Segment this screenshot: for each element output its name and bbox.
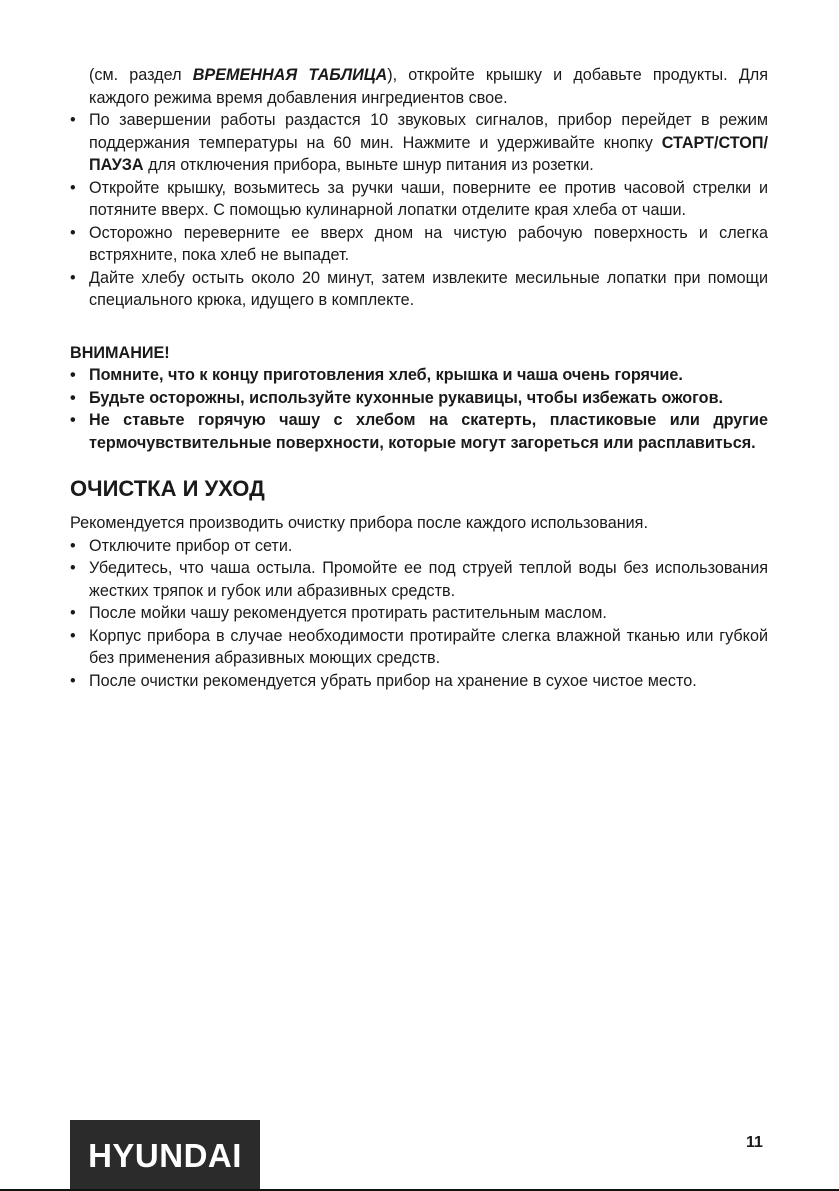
cleaning-intro: Рекомендуется производить очистку прибора после каждого использования. (70, 514, 648, 532)
bullet-icon: • (70, 559, 76, 577)
cleaning-item-2-text: Убедитесь, что чаша остыла. Промойте ее под струей теплой воды без использования жестких тряпок и губок или абразивных средств. (89, 559, 768, 600)
hyundai-logo: HYUNDAI (70, 1120, 260, 1191)
cleaning-item-5 (70, 670, 768, 693)
bullet-icon: • (70, 671, 76, 690)
bullet-icon: • (70, 223, 76, 242)
bullet-icon: • (70, 604, 76, 622)
cleaning-item-5-text: После очистки рекомендуется убрать прибор на хранение в сухое чистое место. (89, 671, 697, 690)
attention-item-2-text: Будьте осторожны, используйте кухонные рукавицы, чтобы избежать ожогов. (89, 388, 724, 407)
cleaning-item-3-text: После мойки чашу рекомендуется протирать растительным маслом. (89, 604, 607, 622)
step-item-2 (70, 177, 768, 222)
attention-title: ВНИМАНИЕ! (70, 343, 170, 362)
step-item-1-part1: По завершении работы раздастся 10 звуковых сигналов, прибор перейдет в режим поддержания температуры на 60 мин. Нажмите и удерживайте кнопку (89, 111, 768, 152)
cleaning-item-3 (70, 602, 768, 625)
step-item-2-text: Откройте крышку, возьмитесь за ручки чаши, поверните ее против часовой стрелки и потяните вверх. С помощью кулинарной лопатки отделите края хлеба от чаши. (89, 178, 768, 219)
bullet-icon: • (70, 268, 76, 287)
cleaning-heading: ОЧИСТКА И УХОД (70, 476, 265, 501)
attention-item-1-text: Помните, что к концу приготовления хлеб, крышка и чаша очень горячие. (89, 366, 683, 384)
attention-item-3-text: Не ставьте горячую чашу с хлебом на скатерть, пластиковые или другие термочувствительные поверхности, которые могут загореться или расплавиться. (89, 411, 768, 452)
cleaning-item-2 (70, 557, 768, 602)
attention-item-1 (70, 364, 768, 387)
step-item-3 (70, 222, 768, 267)
step-item-1 (70, 109, 768, 177)
intro-suffix: ), откройте крышку и добавьте продукты. Для каждого режима время добавления ингредиентов свое. (89, 66, 768, 107)
bullet-icon: • (70, 366, 76, 384)
bullet-icon: • (70, 388, 76, 407)
bullet-icon: • (70, 111, 76, 129)
intro-prefix: (см. раздел (89, 66, 193, 84)
step-item-4-text: Дайте хлебу остыть около 20 минут, затем извлеките месильные лопатки при помощи специального крюка, идущего в комплекте. (89, 268, 768, 309)
cleaning-item-4-text: Корпус прибора в случае необходимости протирайте слегка влажной тканью или губкой без применения абразивных моющих средств. (89, 626, 768, 667)
cleaning-item-1 (70, 535, 768, 558)
attention-item-3 (70, 409, 768, 454)
step-item-3-text: Осторожно переверните ее вверх дном на чистую рабочую поверхность и слегка встряхните, пока хлеб не выпадет. (89, 223, 768, 264)
cleaning-item-4 (70, 625, 768, 670)
intro-emphasis: ВРЕМЕННАЯ ТАБЛИЦА (192, 66, 388, 84)
attention-item-2 (70, 387, 768, 410)
step-item-4 (70, 267, 768, 312)
step-item-1-part2: для отключения прибора, выньте шнур питания из розетки. (143, 156, 594, 174)
bullet-icon: • (70, 536, 76, 555)
cleaning-item-1-text: Отключите прибор от сети. (89, 536, 293, 555)
bullet-icon: • (70, 626, 76, 645)
bullet-icon: • (70, 178, 76, 197)
attention-block (70, 342, 768, 455)
page-number: 11 (746, 1134, 763, 1151)
start-stop-pause-label: СТАРТ/СТОП/ПАУЗА (89, 133, 768, 174)
intro-paragraph (70, 64, 768, 109)
bullet-icon: • (70, 411, 76, 429)
page-content (70, 64, 768, 692)
